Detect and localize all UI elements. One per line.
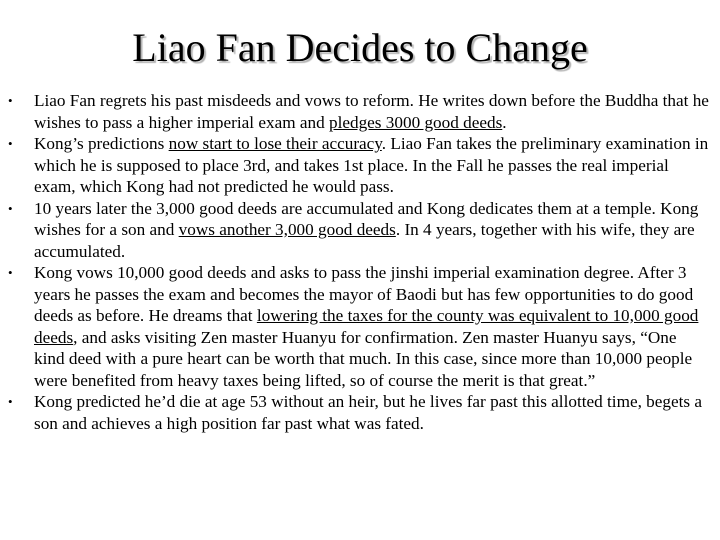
bullet-text: Kong predicted he’d die at age 53 without an heir, but he lives far past this allotted time, begets a son and achieves a high position far past what was fated. xyxy=(34,392,702,433)
bullet-marker: • xyxy=(8,200,13,216)
underlined-text: now start to lose their accuracy xyxy=(168,134,382,153)
bullet-text: Kong vows 10,000 good deeds and asks to pass the jinshi imperial examination degree. After 3 years he passes the exam and becomes the mayor of Baodi but has few opportunities to do good deeds as before. He dreams that xyxy=(34,263,694,325)
bullet-text: Liao Fan regrets his past misdeeds and vows to reform. He writes down before the Buddha that he wishes to pass a higher imperial exam and xyxy=(34,91,709,132)
bullet-item xyxy=(8,198,710,263)
bullet-marker: • xyxy=(8,394,13,409)
bullet-item xyxy=(8,133,710,198)
bullet-marker: • xyxy=(8,93,13,108)
underlined-text: vows another 3,000 good deeds xyxy=(178,220,396,239)
bullet-item xyxy=(8,391,710,434)
bullet-text: 10 years later the 3,000 good deeds are accumulated and Kong dedicates them at a temple. Kong wishes for a son and xyxy=(34,198,699,239)
bullet-item xyxy=(8,90,710,133)
underlined-text: pledges 3000 good deeds xyxy=(328,112,503,132)
bullet-text: . In 4 years, together with his wife, they are accumulated. xyxy=(34,220,695,261)
bullet-item xyxy=(8,262,710,391)
bullet-text: . Liao Fan takes the preliminary examination in which he is supposed to place 3rd, and takes 1st place. In the Fall he passes the real imperial exam, which Kong had not predicted he would pass. xyxy=(34,134,709,196)
bullet-list xyxy=(8,90,710,434)
bullet-marker: • xyxy=(8,136,13,151)
bullet-text: , and asks visiting Zen master Huanyu for confirmation. Zen master Huanyu says, “One kind deed with a pure heart can be worth that much. In this case, since more than 10,000 people were benefited from heavy taxes being lifted, so of course the merit is that great.” xyxy=(34,327,693,390)
bullet-text: . xyxy=(502,112,507,132)
bullet-marker: • xyxy=(8,265,13,280)
bullet-text: Kong’s predictions xyxy=(34,134,169,153)
underlined-text: lowering the taxes for the county was equivalent to 10,000 good deeds xyxy=(34,306,699,347)
slide-title: Liao Fan Decides to Change xyxy=(132,25,588,70)
